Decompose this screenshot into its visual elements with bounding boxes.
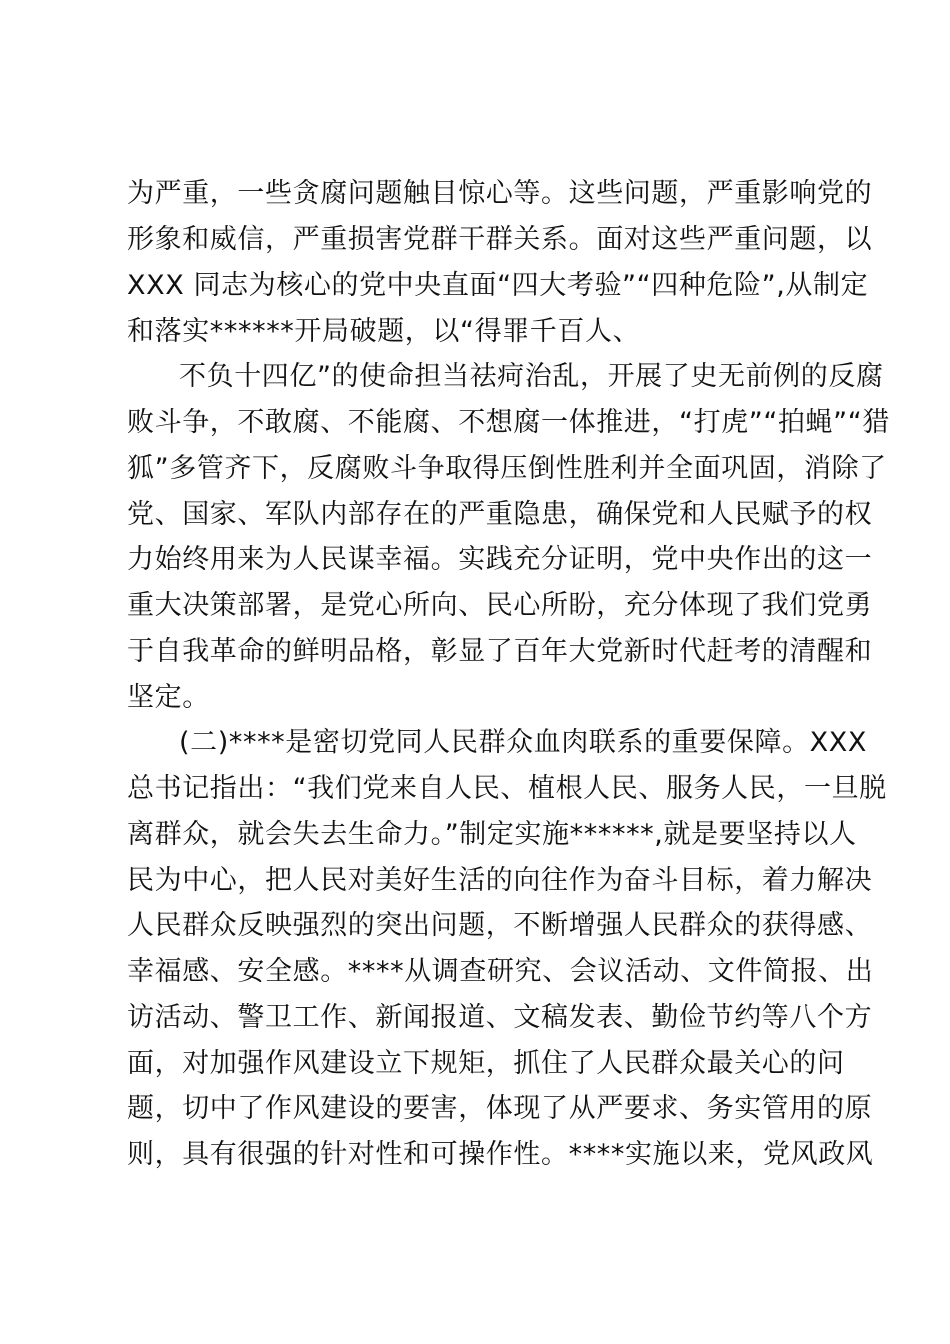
text-line: 为严重，一些贪腐问题触目惊心等。这些问题，严重影响党的 xyxy=(127,178,873,209)
text-line: 总书记指出：“我们党来自人民、植根人民、服务人民，一旦脱 xyxy=(127,773,887,804)
text-line: (二)****是密切党同人民群众血肉联系的重要保障。XXX xyxy=(179,727,867,758)
text-line: 败斗争，不敢腐、不能腐、不想腐一体推进，“打虎”“拍蝇”“猎 xyxy=(127,407,890,438)
text-line: 面，对加强作风建设立下规矩，抓住了人民群众最关心的问 xyxy=(127,1048,845,1079)
text-line: 人民群众反映强烈的突出问题，不断增强人民群众的获得感、 xyxy=(127,910,873,941)
text-line: 离群众，就会失去生命力。”制定实施******,就是要坚持以人 xyxy=(127,819,857,850)
text-line: 党、国家、军队内部存在的严重隐患，确保党和人民赋予的权 xyxy=(127,499,873,530)
text-line: 则，具有很强的针对性和可操作性。****实施以来，党风政风 xyxy=(127,1139,874,1170)
text-line: 力始终用来为人民谋幸福。实践充分证明，党中央作出的这一 xyxy=(127,544,873,575)
text-line: 形象和威信，严重损害党群干群关系。面对这些严重问题，以 xyxy=(127,224,873,255)
text-line: 于自我革命的鲜明品格，彰显了百年大党新时代赶考的清醒和 xyxy=(127,636,873,667)
text-line: 民为中心，把人民对美好生活的向往作为奋斗目标，着力解决 xyxy=(127,865,873,896)
text-line: 题，切中了作风建设的要害，体现了从严要求、务实管用的原 xyxy=(127,1093,873,1124)
text-line: 和落实******开局破题，以“得罪千百人、 xyxy=(127,316,641,347)
text-line: 重大决策部署，是党心所向、民心所盼，充分体现了我们党勇 xyxy=(127,590,873,621)
text-line: XXX 同志为核心的党中央直面“四大考验”“四种危险”,从制定 xyxy=(127,270,869,301)
text-line: 狐”多管齐下，反腐败斗争取得压倒性胜利并全面巩固，消除了 xyxy=(127,453,887,484)
text-line: 坚定。 xyxy=(127,682,210,713)
text-line: 幸福感、安全感。****从调查研究、会议活动、文件简报、出 xyxy=(127,956,874,987)
text-line: 访活动、警卫工作、新闻报道、文稿发表、勤俭节约等八个方 xyxy=(127,1002,873,1033)
text-line: 不负十四亿”的使命担当祛疴治乱，开展了史无前例的反腐 xyxy=(179,361,884,392)
